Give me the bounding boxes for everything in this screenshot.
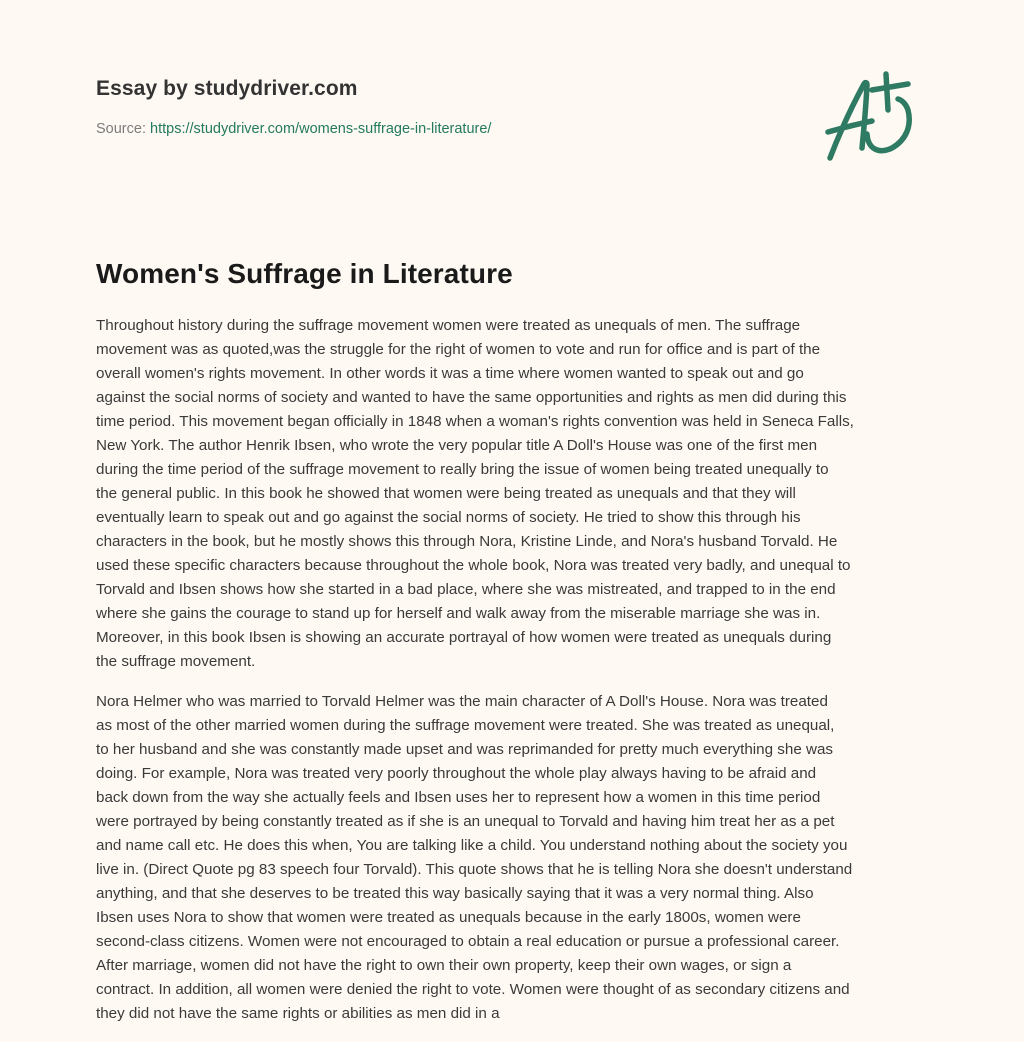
paragraph-line: Moreover, in this book Ibsen is showing an accurate portrayal of how women were treated as unequals during xyxy=(96,629,832,646)
paragraph-line: used these specific characters because throughout the whole book, Nora was treated very badly, and unequal to xyxy=(96,557,851,574)
paragraph-line: movement was as quoted,was the struggle for the right of women to vote and run for office and is part of the xyxy=(96,341,821,358)
paragraph-line: back down from the way she actually feels and Ibsen uses her to represent how a women in this time period xyxy=(96,789,821,806)
paragraph-line: they did not have the same rights or abilities as men did in a xyxy=(96,1005,500,1022)
paragraph-line: contract. In addition, all women were denied the right to vote. Women were thought of as secondary citizens and xyxy=(96,981,850,998)
essay-title: Women's Suffrage in Literature xyxy=(96,258,513,289)
a-plus-grade-icon xyxy=(822,66,932,166)
paragraph-line: were portrayed by being constantly treated as if she is an unequal to Torvald and having him treat her as a pet xyxy=(96,813,835,830)
essay-body xyxy=(96,314,936,1042)
paragraph-line: anything, and that she deserves to be treated this way basically saying that it was a very normal thing. Also xyxy=(96,885,814,902)
paragraph-line: time period. This movement began officially in 1848 when a woman's rights convention was held in Seneca Falls, xyxy=(96,413,854,430)
paragraph-line: Nora Helmer who was married to Torvald Helmer was the main character of A Doll's House. Nora was treated xyxy=(96,693,828,710)
page-header xyxy=(96,74,928,139)
source-link[interactable]: https://studydriver.com/womens-suffrage-in-literature/ xyxy=(150,121,492,137)
essay-paragraph-1 xyxy=(96,314,936,674)
paragraph-line: New York. The author Henrik Ibsen, who wrote the very popular title A Doll's House was one of the first men xyxy=(96,437,818,454)
paragraph-line: live in. (Direct Quote pg 83 speech four Torvald). This quote shows that he is telling Nora she doesn't understand xyxy=(96,861,853,878)
paragraph-line: Ibsen uses Nora to show that women were treated as unequals because in the early 1800s, women were xyxy=(96,909,801,926)
paragraph-line: to her husband and she was constantly made upset and was reprimanded for pretty much everything she was xyxy=(96,741,834,758)
paragraph-line: during the time period of the suffrage movement to really bring the issue of women being treated unequally to xyxy=(96,461,829,478)
paragraph-line: Throughout history during the suffrage movement women were treated as unequals of men. The suffrage xyxy=(96,317,801,334)
source-line xyxy=(96,119,928,139)
paragraph-line: After marriage, women did not have the right to own their own property, keep their own wages, or sign a xyxy=(96,957,792,974)
paragraph-line: second-class citizens. Women were not encouraged to obtain a real education or pursue a professional career. xyxy=(96,933,840,950)
paragraph-line: eventually learn to speak out and go against the social norms of society. He tried to show this through his xyxy=(96,509,801,526)
paragraph-line: characters in the book, but he mostly shows this through Nora, Kristine Linde, and Nora's husband Torvald. He xyxy=(96,533,838,550)
paragraph-line: as most of the other married women during the suffrage movement were treated. She was treated as unequal, xyxy=(96,717,835,734)
essay-paragraph-2 xyxy=(96,690,936,1026)
paragraph-line: overall women's rights movement. In other words it was a time where women wanted to speak out and go xyxy=(96,365,804,382)
paragraph-line: and name call etc. He does this when, You are talking like a child. You understand nothing about the society you xyxy=(96,837,848,854)
paragraph-line: against the social norms of society and wanted to have the same opportunities and rights as men did during this xyxy=(96,389,847,406)
site-title: Essay by studydriver.com xyxy=(96,77,358,100)
paragraph-line: where she gains the courage to stand up for herself and walk away from the miserable marriage she was in. xyxy=(96,605,821,622)
paragraph-line: the suffrage movement. xyxy=(96,653,256,670)
paragraph-line: the general public. In this book he showed that women were being treated as unequals and that they will xyxy=(96,485,796,502)
source-label: Source: xyxy=(96,121,146,137)
paragraph-line: doing. For example, Nora was treated very poorly throughout the whole play always having to be afraid and xyxy=(96,765,817,782)
paragraph-line: Torvald and Ibsen shows how she started in a bad place, where she was mistreated, and trapped to in the end xyxy=(96,581,836,598)
